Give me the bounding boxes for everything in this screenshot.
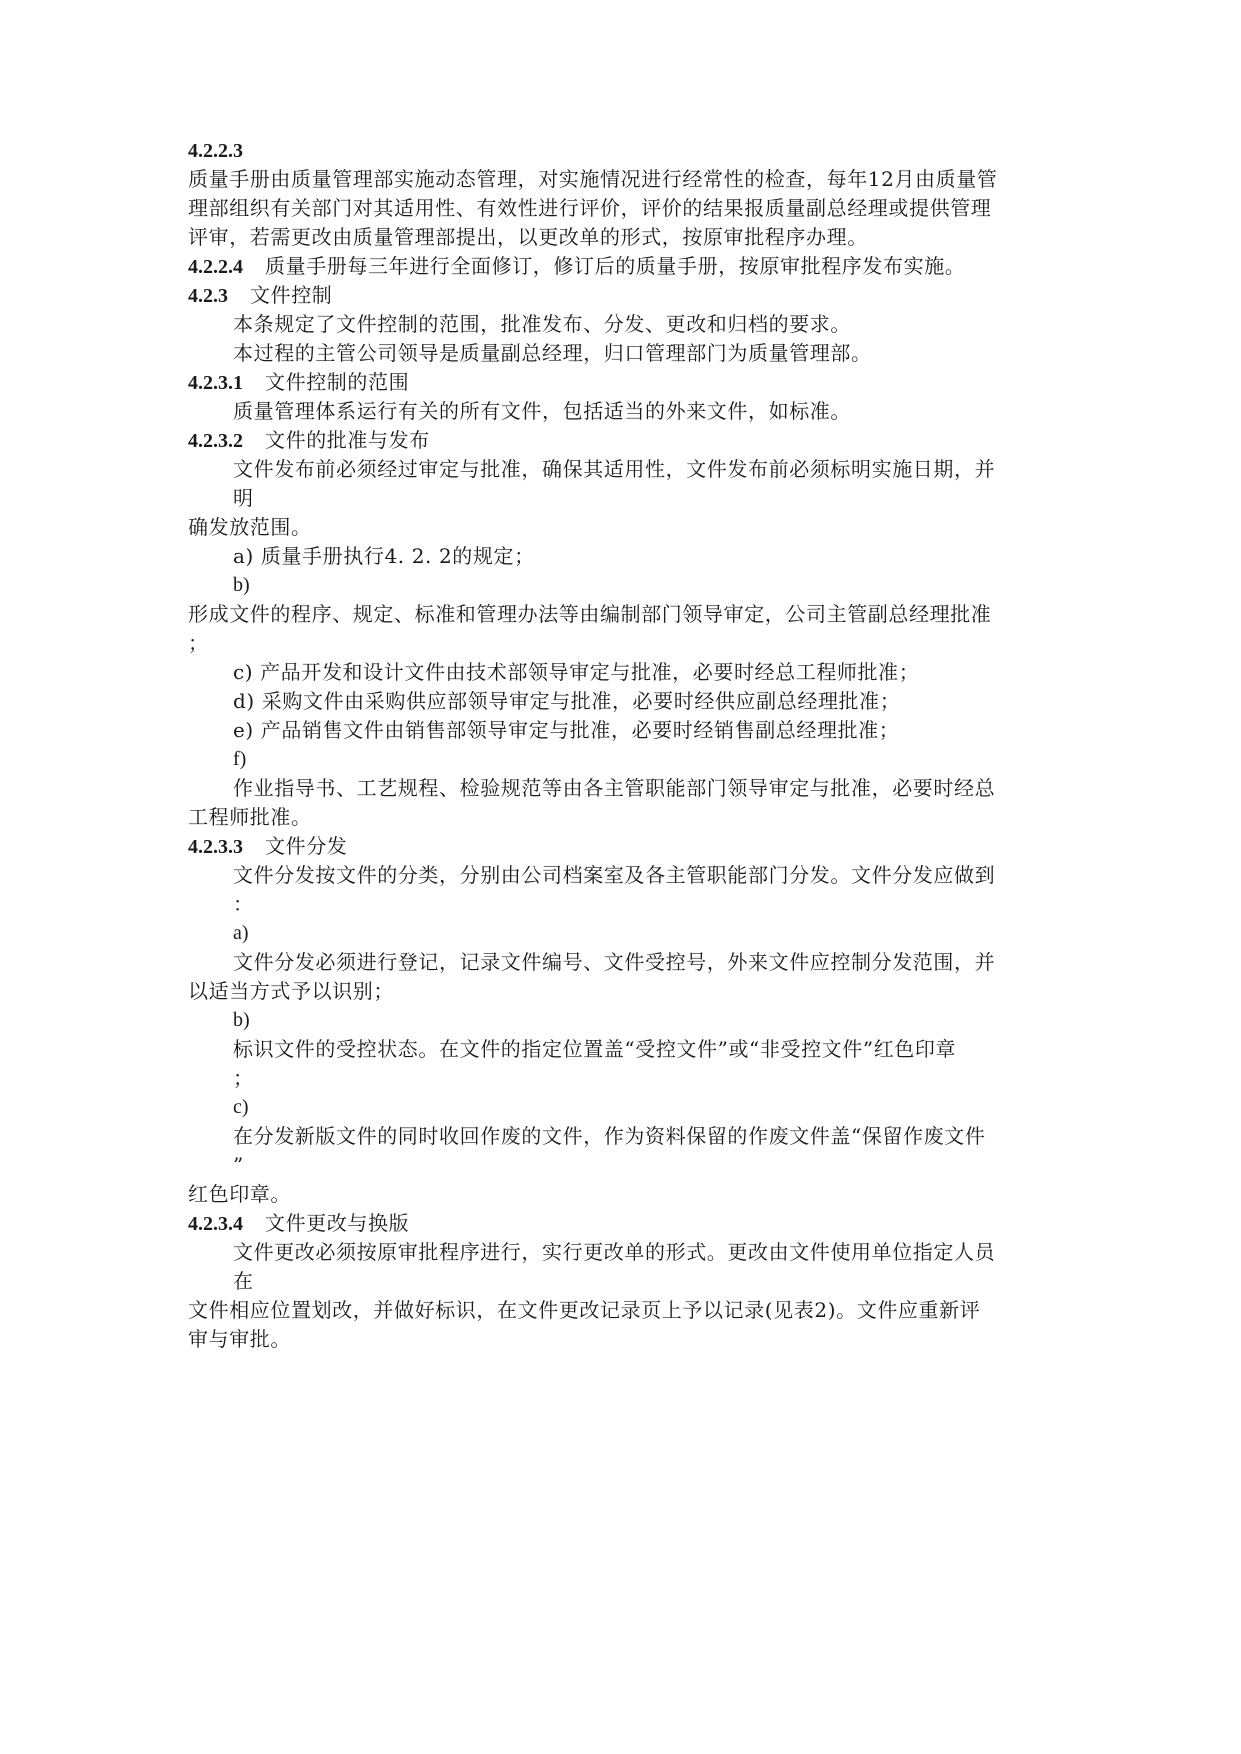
paragraph-line: 质量管理体系运行有关的所有文件，包括适当的外来文件，如标准。 [233, 399, 851, 423]
list-item-c-label: c) [233, 1096, 249, 1118]
paragraph-line: 在 [233, 1269, 254, 1293]
paragraph-line: 文件更改必须按原审批程序进行，实行更改单的形式。更改由文件使用单位指定人员 [233, 1240, 996, 1264]
heading-4-2-3: 4.2.3 文件控制 [188, 283, 333, 307]
paragraph-line: 明 [233, 486, 254, 510]
list-item-b-text: 标识文件的受控状态。在文件的指定位置盖“受控文件”或“非受控文件”红色印章 [233, 1037, 957, 1061]
paragraph-line: 本过程的主管公司领导是质量副总经理，归口管理部门为质量管理部。 [233, 341, 872, 365]
list-item-b-label: b) [233, 574, 250, 596]
paragraph-line: 审与审批。 [188, 1327, 291, 1351]
heading-4-2-2-4: 4.2.2.4 质量手册每三年进行全面修订，修订后的质量手册，按原审批程序发布实施。 [188, 254, 966, 278]
paragraph-line: 本条规定了文件控制的范围，批准发布、分发、更改和归档的要求。 [233, 312, 851, 336]
paragraph-line: 文件相应位置划改，并做好标识，在文件更改记录页上予以记录(见表2)。文件应重新评 [188, 1298, 981, 1322]
heading-4-2-3-1: 4.2.3.1 文件控制的范围 [188, 370, 410, 394]
list-item-c-tail: ” [233, 1153, 244, 1177]
list-item-a-text: 以适当方式予以识别； [188, 979, 394, 1003]
paragraph-line: 确发放范围。 [188, 515, 312, 539]
paragraph-line: ： [233, 892, 254, 916]
list-item-a-text: 文件分发必须进行登记，记录文件编号、文件受控号，外来文件应控制分发范围，并 [233, 950, 996, 974]
list-item-c: c) 产品开发和设计文件由技术部领导审定与批准，必要时经总工程师批准； [233, 660, 920, 684]
list-item-c-end: 红色印章。 [188, 1182, 291, 1206]
paragraph-line: 质量手册由质量管理部实施动态管理，对实施情况进行经常性的检查，每年12月由质量管 [188, 167, 998, 191]
list-item-e: e) 产品销售文件由销售部领导审定与批准，必要时经销售副总经理批准； [233, 718, 900, 742]
paragraph-line: 文件分发按文件的分类，分别由公司档案室及各主管职能部门分发。文件分发应做到 [233, 863, 996, 887]
paragraph-line: 文件发布前必须经过审定与批准，确保其适用性，文件发布前必须标明实施日期，并 [233, 457, 996, 481]
list-item-a-label: a) [233, 922, 249, 944]
heading-4-2-2-3: 4.2.2.3 [188, 140, 243, 162]
list-item-b-tail: ； [233, 1066, 254, 1090]
list-item-b-text: 形成文件的程序、规定、标准和管理办法等由编制部门领导审定，公司主管副总经理批准 [188, 602, 992, 626]
heading-4-2-3-3: 4.2.3.3 文件分发 [188, 834, 348, 858]
paragraph-line: 评审，若需更改由质量管理部提出，以更改单的形式，按原审批程序办理。 [188, 225, 868, 249]
list-item-f-text: 工程师批准。 [188, 805, 312, 829]
list-item-b-label: b) [233, 1009, 250, 1031]
list-item-d: d) 采购文件由采购供应部领导审定与批准，必要时经供应副总经理批准； [233, 689, 901, 713]
heading-4-2-3-2: 4.2.3.2 文件的批准与发布 [188, 428, 430, 452]
list-item-a: a) 质量手册执行4. 2. 2的规定； [233, 544, 535, 568]
list-item-f-text: 作业指导书、工艺规程、检验规范等由各主管职能部门领导审定与批准，必要时经总 [233, 776, 996, 800]
heading-4-2-3-4: 4.2.3.4 文件更改与换版 [188, 1211, 410, 1235]
list-item-f-label: f) [233, 748, 247, 770]
list-item-c-text: 在分发新版文件的同时收回作废的文件，作为资料保留的作废文件盖“保留作废文件 [233, 1124, 986, 1148]
list-item-b-tail: ； [188, 631, 209, 655]
paragraph-line: 理部组织有关部门对其适用性、有效性进行评价，评价的结果报质量副总经理或提供管理 [188, 196, 992, 220]
